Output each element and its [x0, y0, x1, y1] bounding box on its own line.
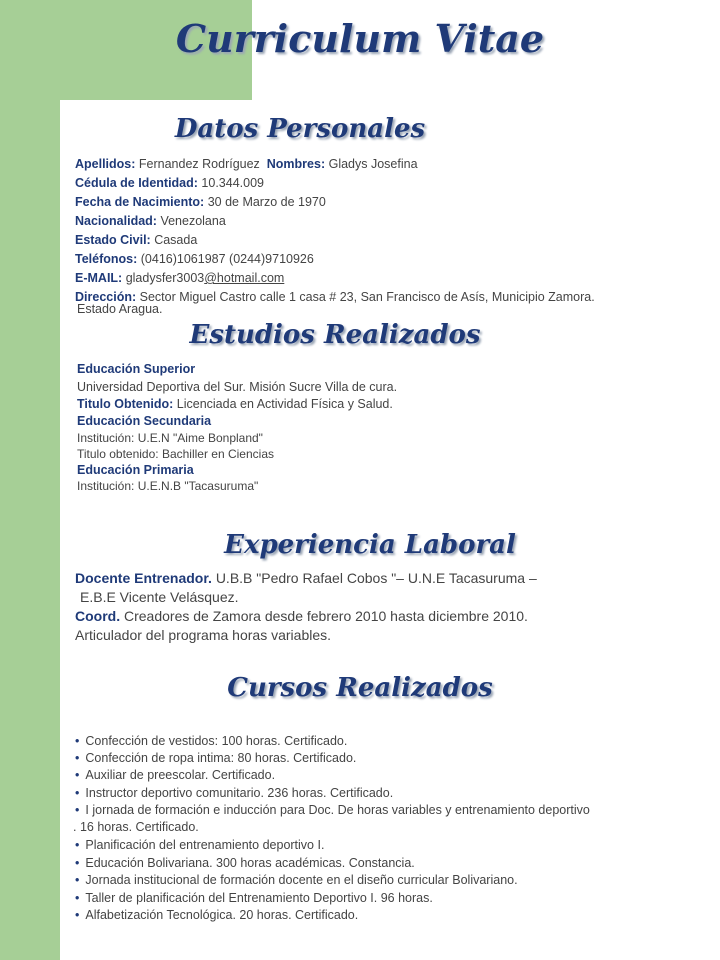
email-link[interactable]: @hotmail.com — [204, 271, 285, 285]
datos-personales-heading: Datos Personales — [174, 114, 426, 144]
superior-label-text: Educación Superior — [77, 362, 196, 376]
estado-civil-label: Estado Civil: — [75, 233, 151, 247]
telefonos-label: Teléfonos: — [75, 252, 138, 266]
experiencia-line-2: E.B.E Vicente Velásquez. — [80, 589, 239, 605]
apellidos-label: Apellidos: — [75, 157, 136, 171]
course-item — [75, 768, 275, 782]
nacionalidad-line — [75, 214, 226, 228]
titulo-value: Licenciada en Actividad Física y Salud. — [176, 397, 393, 411]
course-item — [75, 838, 324, 852]
cursos-heading: Cursos Realizados — [227, 673, 493, 703]
coord-label: Coord. — [75, 608, 121, 624]
titulo-line — [77, 397, 393, 411]
nombres-label: Nombres: — [266, 157, 326, 171]
course-text: Confección de ropa intima: 80 horas. Certificado. — [85, 751, 357, 765]
direccion-value: Sector Miguel Castro calle 1 casa # 23, San Francisco de Asís, Municipio Zamora. — [139, 290, 595, 304]
course-item — [75, 908, 358, 922]
green-side-band — [0, 0, 60, 960]
secundaria-label-text: Educación Secundaria — [77, 414, 212, 428]
apellidos-line — [75, 157, 418, 171]
cedula-label: Cédula de Identidad: — [75, 176, 198, 190]
docente-value: U.B.B "Pedro Rafael Cobos "– U.N.E Tacasuruma – — [215, 570, 537, 586]
email-line — [75, 271, 284, 285]
nacionalidad-label: Nacionalidad: — [75, 214, 157, 228]
bullet-icon: • — [75, 768, 80, 782]
direccion-label: Dirección: — [75, 290, 137, 304]
telefonos-value: (0416)1061987 (0244)9710926 — [140, 252, 314, 266]
bullet-icon: • — [75, 873, 80, 887]
course-item — [75, 751, 356, 765]
course-item — [75, 803, 590, 817]
course-text: Alfabetización Tecnológica. 20 horas. Certificado. — [85, 908, 359, 922]
docente-label: Docente Entrenador. — [75, 570, 212, 586]
primaria-label-text: Educación Primaria — [77, 463, 194, 477]
superior-institution: Universidad Deportiva del Sur. Misión Sucre Villa de cura. — [77, 380, 398, 394]
bullet-icon: • — [75, 908, 80, 922]
nacimiento-label: Fecha de Nacimiento: — [75, 195, 205, 209]
course-text: Jornada institucional de formación docente en el diseño curricular Bolivariano. — [85, 873, 518, 887]
email-user: gladysfer3003 — [125, 271, 205, 285]
nacimiento-value: 30 de Marzo de 1970 — [207, 195, 326, 209]
bullet-icon: • — [75, 786, 80, 800]
cedula-line — [75, 176, 264, 190]
course-item — [75, 873, 518, 887]
estado-civil-value: Casada — [154, 233, 198, 247]
cedula-value: 10.344.009 — [201, 176, 264, 190]
apellidos-value: Fernandez Rodríguez — [138, 157, 260, 171]
bullet-icon: • — [75, 838, 80, 852]
nacimiento-line — [75, 195, 326, 209]
bullet-icon: • — [75, 891, 80, 905]
telefonos-line — [75, 252, 314, 266]
course-item — [75, 786, 393, 800]
coord-value: Creadores de Zamora desde febrero 2010 hasta diciembre 2010. — [124, 608, 528, 624]
titulo-label: Titulo Obtenido: — [77, 397, 174, 411]
primaria-institution: Institución: U.E.N.B "Tacasuruma" — [77, 479, 259, 493]
course-text: Auxiliar de preescolar. Certificado. — [85, 768, 276, 782]
course-item-continuation: . 16 horas. Certificado. — [73, 820, 199, 834]
course-item — [75, 891, 433, 905]
bullet-icon: • — [75, 856, 80, 870]
primaria-label — [77, 463, 194, 477]
estado-civil-line — [75, 233, 197, 247]
course-text: I jornada de formación e inducción para Doc. De horas variables y entrenamiento deportivo — [85, 803, 590, 817]
experiencia-line-1 — [75, 570, 537, 586]
secundaria-label — [77, 414, 211, 428]
course-text: Confección de vestidos: 100 horas. Certificado. — [85, 734, 348, 748]
superior-label — [77, 362, 195, 376]
experiencia-heading: Experiencia Laboral — [224, 530, 516, 560]
page-title: Curriculum Vitae — [175, 16, 545, 61]
bullet-icon: • — [75, 751, 80, 765]
course-text: Planificación del entrenamiento deportivo I. — [85, 838, 325, 852]
experiencia-line-4: Articulador del programa horas variables. — [75, 627, 332, 643]
experiencia-line-3 — [75, 608, 528, 624]
nombres-value: Gladys Josefina — [328, 157, 418, 171]
nacionalidad-value: Venezolana — [160, 214, 226, 228]
direccion-line-2: Estado Aragua. — [77, 302, 163, 316]
secundaria-titulo: Titulo obtenido: Bachiller en Ciencias — [77, 447, 274, 461]
course-text: Educación Bolivariana. 300 horas académicas. Constancia. — [85, 856, 415, 870]
email-label: E-MAIL: — [75, 271, 123, 285]
secundaria-institution: Institución: U.E.N "Aime Bonpland" — [77, 431, 263, 445]
bullet-icon: • — [75, 803, 80, 817]
course-text: Instructor deportivo comunitario. 236 horas. Certificado. — [85, 786, 394, 800]
course-text: Taller de planificación del Entrenamiento Deportivo I. 96 horas. — [85, 891, 433, 905]
course-item — [75, 856, 415, 870]
course-item — [75, 734, 347, 748]
bullet-icon: • — [75, 734, 80, 748]
estudios-heading: Estudios Realizados — [189, 320, 481, 350]
